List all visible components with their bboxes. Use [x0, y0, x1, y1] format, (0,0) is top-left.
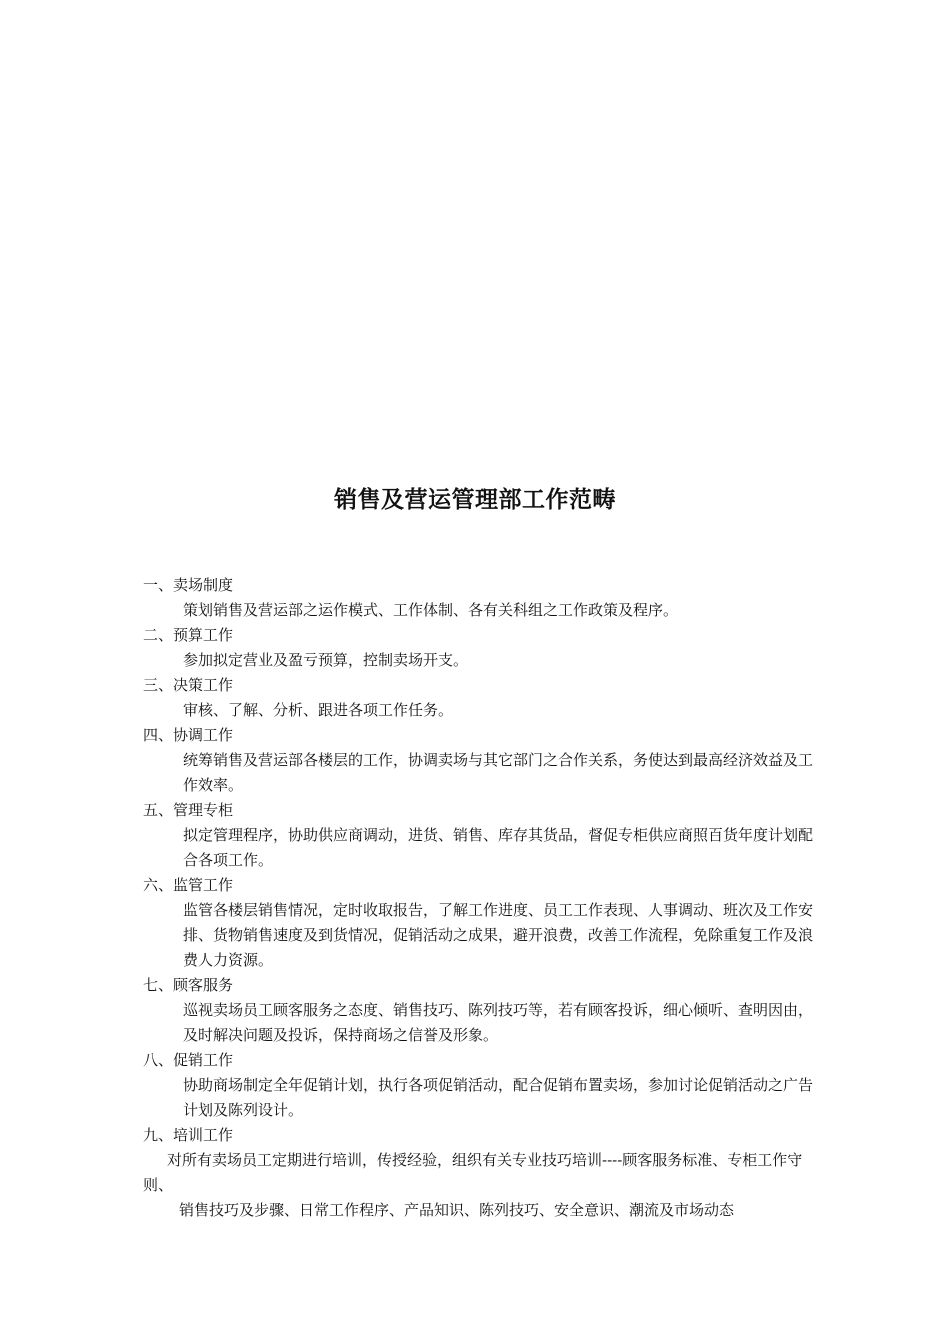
section-heading-1: 一、卖场制度 [143, 576, 234, 594]
section-heading-8: 八、促销工作 [143, 1051, 234, 1069]
section-body-3: 审核、了解、分析、跟进各项工作任务。 [183, 701, 454, 719]
section-body-8: 协助商场制定全年促销计划，执行各项促销活动，配合促销布置卖场，参加讨论促销活动之广告计划及陈列设计。 [183, 1076, 814, 1119]
section-body-9-continued: 销售技巧及步骤、日常工作程序、产品知识、陈列技巧、安全意识、潮流及市场动态 [179, 1201, 735, 1219]
section-heading-9: 九、培训工作 [143, 1126, 234, 1144]
section-body-2: 参加拟定营业及盈亏预算，控制卖场开支。 [183, 651, 469, 669]
section-body-1: 策划销售及营运部之运作模式、工作体制、各有关科组之工作政策及程序。 [183, 601, 679, 619]
page-title: 销售及营运管理部工作范畴 [334, 486, 616, 513]
section-heading-7: 七、顾客服务 [143, 976, 234, 994]
section-body-6: 监管各楼层销售情况，定时收取报告，了解工作进度、员工工作表现、人事调动、班次及工作安排、货物销售速度及到货情况，促销活动之成果，避开浪费，改善工作流程，免除重复工作及浪费人力资源。 [183, 901, 814, 969]
section-body-7: 巡视卖场员工顾客服务之态度、销售技巧、陈列技巧等，若有顾客投诉，细心倾听、查明因由，及时解决问题及投诉，保持商场之信誉及形象。 [183, 1001, 814, 1044]
section-heading-5: 五、管理专柜 [143, 801, 234, 819]
document-body [143, 573, 813, 1223]
section-heading-4: 四、协调工作 [143, 726, 234, 744]
section-heading-2: 二、预算工作 [143, 626, 234, 644]
section-body-5: 拟定管理程序，协助供应商调动，进货、销售、库存其货品，督促专柜供应商照百货年度计划配合各项工作。 [183, 826, 814, 869]
section-body-4: 统筹销售及营运部各楼层的工作，协调卖场与其它部门之合作关系，务使达到最高经济效益及工作效率。 [183, 751, 814, 794]
section-heading-3: 三、决策工作 [143, 676, 234, 694]
section-body-9: 对所有卖场员工定期进行培训，传授经验，组织有关专业技巧培训----顾客服务标准、专柜工作守则、 [143, 1151, 803, 1194]
section-heading-6: 六、监管工作 [143, 876, 234, 894]
